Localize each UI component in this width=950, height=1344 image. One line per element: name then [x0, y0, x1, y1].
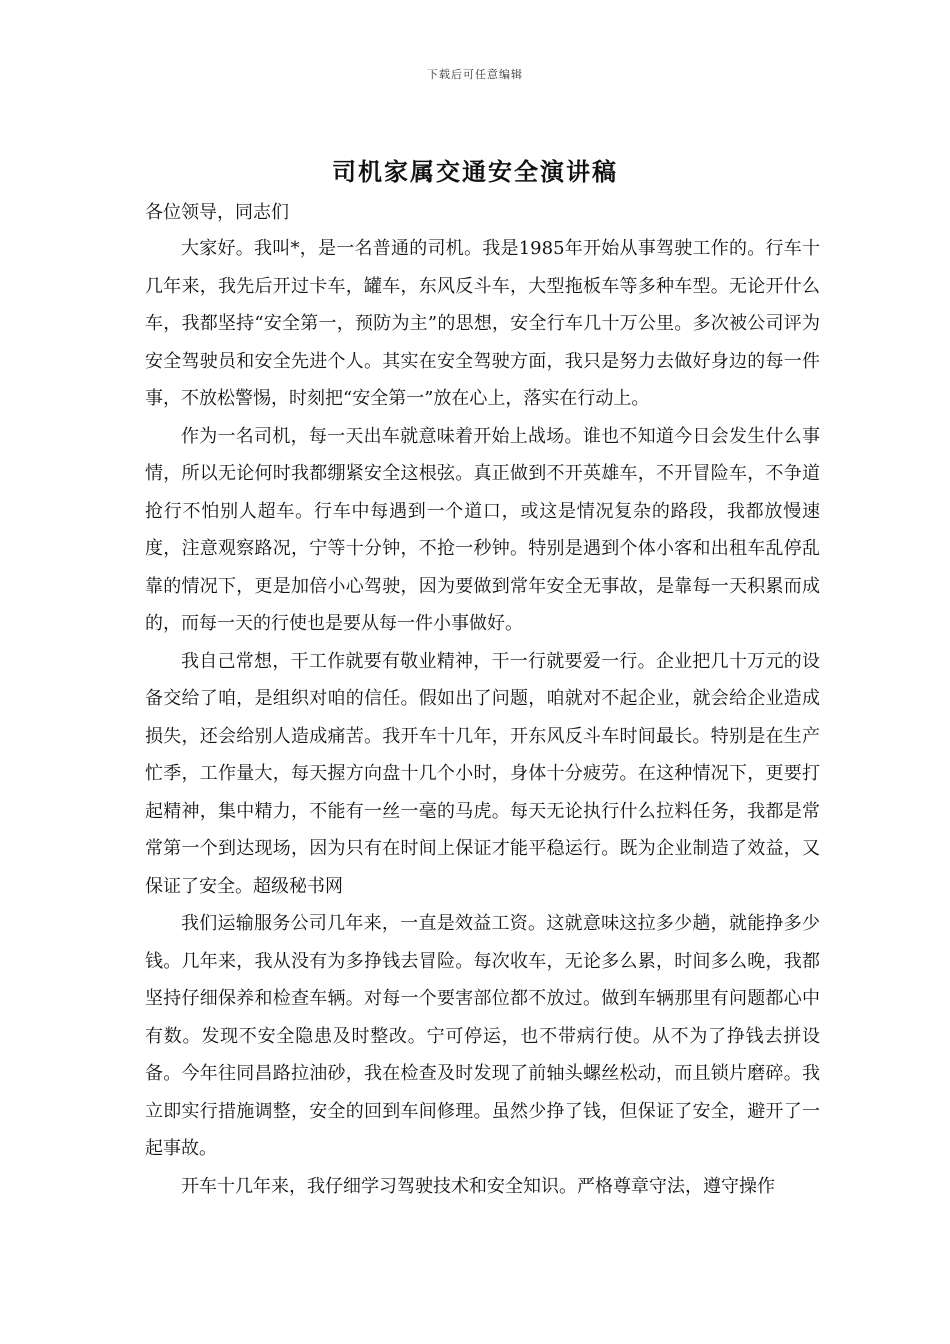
salutation: 各位领导，同志们: [145, 202, 289, 223]
paragraph-1: 大家好。我叫*，是一名普通的司机。我是1985年开始从事驾驶工作的。行车十几年来，我先后开过卡车，罐车，东风反斗车，大型拖板车等多种车型。无论开什么车，我都坚持“安全第一，预防为主”的思想，安全行车几十万公里。多次被公司评为安全驾驶员和安全先进个人。其实在安全驾驶方面，我只是努力去做好身边的每一件事，不放松警惕，时刻把“安全第一”放在心上，落实在行动上。: [145, 238, 820, 409]
page-header-note: 下载后可任意编辑: [427, 68, 523, 81]
paragraph-3: 我自己常想，干工作就要有敬业精神，干一行就要爱一行。企业把几十万元的设备交给了咱，是组织对咱的信任。假如出了问题，咱就对不起企业，就会给企业造成损失，还会给别人造成痛苦。我开车十几年，开东风反斗车时间最长。特别是在生产忙季，工作量大，每天握方向盘十几个小时，身体十分疲劳。在这种情况下，更要打起精神，集中精力，不能有一丝一毫的马虎。每天无论执行什么拉料任务，我都是常常第一个到达现场，因为只有在时间上保证才能平稳运行。既为企业制造了效益，又保证了安全。超级秘书网: [145, 650, 820, 897]
paragraph-2: 作为一名司机，每一天出车就意味着开始上战场。谁也不知道今日会发生什么事情，所以无论何时我都绷紧安全这根弦。真正做到不开英雄车，不开冒险车，不争道抢行不怕别人超车。行车中每遇到一个道口，或这是情况复杂的路段，我都放慢速度，注意观察路况，宁等十分钟，不抢一秒钟。特别是遇到个体小客和出租车乱停乱靠的情况下，更是加倍小心驾驶，因为要做到常年安全无事故，是靠每一天积累而成的，而每一天的行使也是要从每一件小事做好。: [145, 425, 820, 634]
paragraph-5: 开车十几年来，我仔细学习驾驶技术和安全知识。严格尊章守法，遵守操作: [181, 1175, 775, 1197]
paragraph-4: 我们运输服务公司几年来，一直是效益工资。这就意味这拉多少趟，就能挣多少钱。几年来，我从没有为多挣钱去冒险。每次收车，无论多么累，时间多么晚，我都坚持仔细保养和检查车辆。对每一个要害部位都不放过。做到车辆那里有问题都心中有数。发现不安全隐患及时整改。宁可停运，也不带病行使。从不为了挣钱去拼设备。今年往同昌路拉油砂，我在检查及时发现了前轴头螺丝松动，而且锁片磨碎。我立即实行措施调整，安全的回到车间修理。虽然少挣了钱，但保证了安全，避开了一起事故。: [145, 913, 820, 1159]
document-body: [145, 196, 820, 1205]
document-title: 司机家属交通安全演讲稿: [332, 157, 618, 186]
